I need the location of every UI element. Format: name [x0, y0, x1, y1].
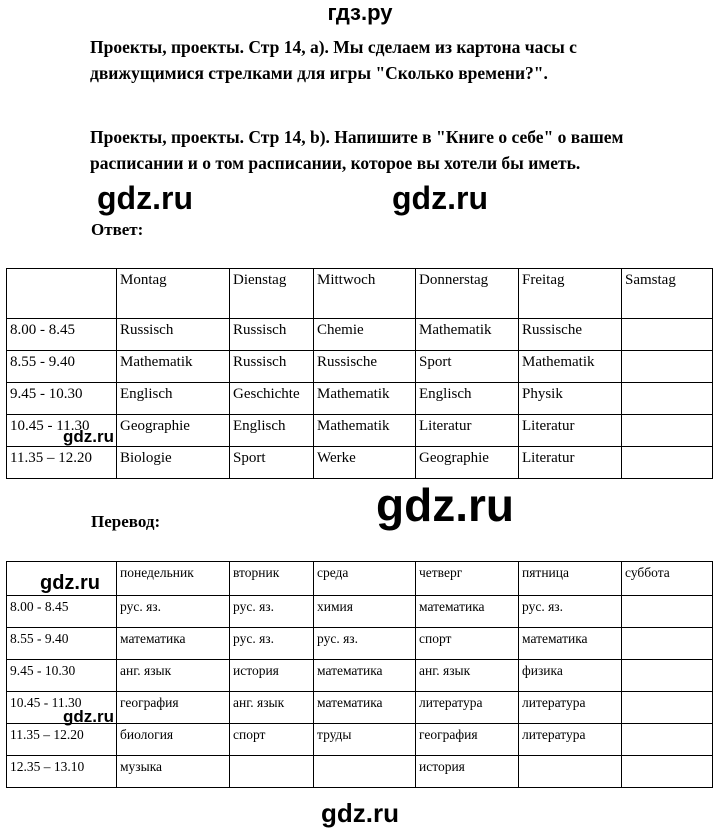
subject-cell: Russisch: [230, 351, 314, 383]
subject-cell: анг. язык: [117, 660, 230, 692]
subject-cell: Chemie: [314, 319, 416, 351]
subject-cell: [622, 596, 713, 628]
day-header-cell: Dienstag: [230, 269, 314, 319]
subject-cell: спорт: [230, 724, 314, 756]
subject-cell: рус. яз.: [230, 596, 314, 628]
time-cell: 12.35 – 13.10: [7, 756, 117, 788]
day-header-cell: Donnerstag: [416, 269, 519, 319]
subject-cell: анг. язык: [230, 692, 314, 724]
task-b-line2: расписании и о том расписании, которое вы хотели бы иметь.: [90, 153, 581, 173]
time-cell: 8.00 - 8.45: [7, 319, 117, 351]
table-row: [7, 447, 713, 479]
subject-cell: [622, 692, 713, 724]
task-b-line1: Проекты, проекты. Стр 14, b). Напишите в "Книге о себе" о вашем: [90, 127, 624, 147]
subject-cell: рус. яз.: [519, 596, 622, 628]
subject-cell: [622, 319, 713, 351]
subject-cell: Mathematik: [314, 415, 416, 447]
time-cell: 10.45 - 11.30: [7, 415, 117, 447]
day-header-cell: суббота: [622, 562, 713, 596]
time-cell: 9.45 - 10.30: [7, 660, 117, 692]
watermark-small: gdz.ru: [63, 427, 114, 446]
table-row: [7, 724, 713, 756]
subject-cell: [622, 415, 713, 447]
watermark-right: gdz.ru: [392, 180, 488, 216]
subject-cell: [622, 351, 713, 383]
subject-cell: [622, 756, 713, 788]
subject-cell: литература: [519, 724, 622, 756]
subject-cell: Russisch: [230, 319, 314, 351]
corner-cell: [7, 269, 117, 319]
subject-cell: математика: [314, 660, 416, 692]
subject-cell: Sport: [416, 351, 519, 383]
subject-cell: история: [416, 756, 519, 788]
subject-cell: Mathematik: [314, 383, 416, 415]
subject-cell: музыка: [117, 756, 230, 788]
subject-cell: Sport: [230, 447, 314, 479]
subject-cell: Englisch: [230, 415, 314, 447]
day-header-cell: среда: [314, 562, 416, 596]
answer-label: Ответ:: [91, 220, 144, 239]
table-row: [7, 596, 713, 628]
subject-cell: [519, 756, 622, 788]
subject-cell: математика: [519, 628, 622, 660]
time-cell: 10.45 - 11.30: [7, 692, 117, 724]
subject-cell: Englisch: [117, 383, 230, 415]
subject-cell: труды: [314, 724, 416, 756]
subject-cell: анг. язык: [416, 660, 519, 692]
subject-cell: Geographie: [416, 447, 519, 479]
subject-cell: Physik: [519, 383, 622, 415]
watermark-large: gdz.ru: [376, 479, 514, 531]
day-header-cell: Mittwoch: [314, 269, 416, 319]
day-header-cell: пятница: [519, 562, 622, 596]
task-b: [90, 124, 698, 176]
subject-cell: [622, 628, 713, 660]
translation-label: Перевод:: [91, 512, 161, 531]
subject-cell: [622, 383, 713, 415]
task-a-line2: движущимися стрелками для игры "Сколько времени?".: [90, 63, 548, 83]
subject-cell: Englisch: [416, 383, 519, 415]
subject-cell: Russische: [314, 351, 416, 383]
task-a-line1: Проекты, проекты. Стр 14, a). Мы сделаем из картона часы с: [90, 37, 577, 57]
subject-cell: математика: [117, 628, 230, 660]
table-row: [7, 628, 713, 660]
time-cell: 8.55 - 9.40: [7, 351, 117, 383]
subject-cell: химия: [314, 596, 416, 628]
day-header-cell: Freitag: [519, 269, 622, 319]
subject-cell: Mathematik: [117, 351, 230, 383]
subject-cell: литература: [519, 692, 622, 724]
subject-cell: рус. яз.: [230, 628, 314, 660]
subject-cell: Mathematik: [416, 319, 519, 351]
subject-cell: история: [230, 660, 314, 692]
subject-cell: Biologie: [117, 447, 230, 479]
day-header-cell: вторник: [230, 562, 314, 596]
watermark-small: gdz.ru: [63, 707, 114, 726]
subject-cell: Geschichte: [230, 383, 314, 415]
subject-cell: география: [117, 692, 230, 724]
subject-cell: рус. яз.: [314, 628, 416, 660]
subject-cell: [622, 447, 713, 479]
table-row: [7, 756, 713, 788]
subject-cell: Werke: [314, 447, 416, 479]
table-header-row: [7, 562, 713, 596]
time-cell: 11.35 – 12.20: [7, 447, 117, 479]
watermark-left: gdz.ru: [97, 180, 193, 216]
russian-schedule-table: [6, 561, 713, 788]
subject-cell: биология: [117, 724, 230, 756]
german-schedule-table: [6, 268, 713, 479]
subject-cell: спорт: [416, 628, 519, 660]
day-header-cell: понедельник: [117, 562, 230, 596]
subject-cell: Geographie: [117, 415, 230, 447]
subject-cell: Literatur: [416, 415, 519, 447]
subject-cell: рус. яз.: [117, 596, 230, 628]
day-header-cell: четверг: [416, 562, 519, 596]
table-row: [7, 319, 713, 351]
time-cell: 9.45 - 10.30: [7, 383, 117, 415]
day-header-cell: Montag: [117, 269, 230, 319]
subject-cell: Mathematik: [519, 351, 622, 383]
table-row: [7, 383, 713, 415]
subject-cell: Literatur: [519, 447, 622, 479]
time-cell: 11.35 – 12.20: [7, 724, 117, 756]
table-header-row: [7, 269, 713, 319]
table-row: [7, 660, 713, 692]
task-a: [90, 34, 698, 86]
subject-cell: [230, 756, 314, 788]
watermark-small: gdz.ru: [40, 572, 100, 594]
subject-cell: Russisch: [117, 319, 230, 351]
subject-cell: [622, 724, 713, 756]
subject-cell: [622, 660, 713, 692]
table-row: [7, 351, 713, 383]
subject-cell: [314, 756, 416, 788]
subject-cell: литература: [416, 692, 519, 724]
day-header-cell: Samstag: [622, 269, 713, 319]
subject-cell: математика: [314, 692, 416, 724]
time-cell: 8.00 - 8.45: [7, 596, 117, 628]
subject-cell: Russische: [519, 319, 622, 351]
subject-cell: физика: [519, 660, 622, 692]
subject-cell: география: [416, 724, 519, 756]
subject-cell: математика: [416, 596, 519, 628]
time-cell: 8.55 - 9.40: [7, 628, 117, 660]
site-header: гдз.ру: [327, 0, 393, 25]
watermark-bottom: gdz.ru: [321, 798, 399, 828]
subject-cell: Literatur: [519, 415, 622, 447]
